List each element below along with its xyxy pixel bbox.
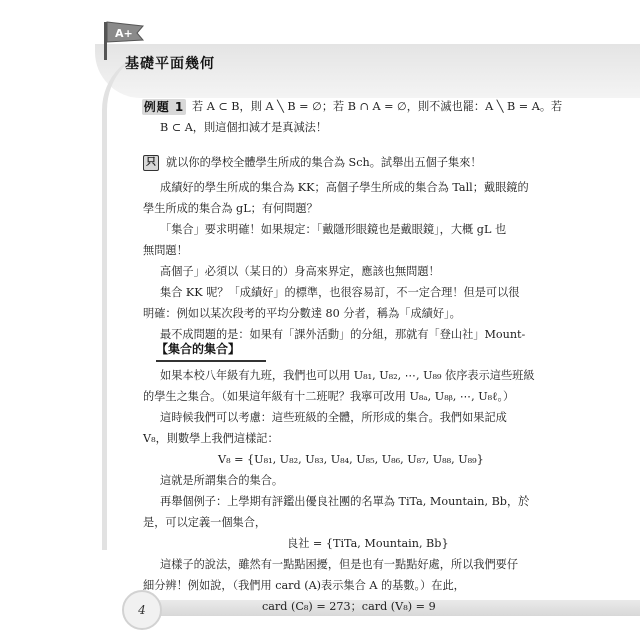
answer-line-5: 無問題！ bbox=[143, 244, 188, 257]
answer-line-3: 學生所成的集合為 gL；有何問題？ bbox=[143, 202, 318, 215]
section-heading-rule bbox=[156, 360, 266, 362]
section-p3: 這就是所謂集合的集合。 bbox=[160, 474, 284, 487]
section-p1-line-2: 的學生之集合。（如果這年級有十二班呢？我寧可改用 U₈ₐ, U₈ᵦ, ⋯, U₈ℓ。） bbox=[143, 390, 515, 403]
section-p1-line-1: 如果本校八年級有九班，我們也可以用 U₈₁, U₈₂, ⋯, U₈₉ 依序表示這些班級 bbox=[160, 369, 535, 382]
section-heading: 【集合的集合】 bbox=[156, 342, 241, 356]
answer-line-4: 「集合」要求明確！如果規定：「戴隱形眼鏡也是戴眼鏡」，大概 gL 也 bbox=[160, 223, 507, 236]
flag-label: A+ bbox=[115, 27, 133, 40]
section-p2-line-1: 這時候我們可以考慮：這些班級的全體，所形成的集合。我們如果記成 bbox=[160, 411, 507, 424]
answer-line-9a: 最不成問題的是：如果有「課外活動」的分組，那就有「登山社」Mount- bbox=[160, 328, 526, 341]
section-p5-line-2: 細分辨！例如說，（我們用 card (A)表示集合 A 的基數。）在此， bbox=[143, 579, 465, 592]
section-p5-line-1: 這樣子的說法，雖然有一點點困擾，但是也有一點點好處，所以我們要仔 bbox=[160, 558, 519, 571]
section-title: 基礎平面幾何 bbox=[125, 56, 215, 72]
example-badge: 例題 1 bbox=[143, 100, 185, 114]
formula-good-clubs: 良社 = {TiTa, Mountain, Bb} bbox=[287, 537, 449, 550]
page-number: 4 bbox=[122, 590, 162, 630]
answer-line-8: 明確：例如以某次段考的平均分數達 80 分者，稱為「成績好」。 bbox=[143, 307, 461, 320]
answer-line-1: 就以你的學校全體學生所成的集合為 Sch。試舉出五個子集來！ bbox=[166, 156, 482, 169]
answer-line-7: 集合 KK 呢？「成績好」的標準，也很容易訂，不一定合理！但是可以很 bbox=[160, 286, 520, 299]
answer-line-2: 成績好的學生所成的集合為 KK；高個子學生所成的集合為 Tall；戴眼鏡的 bbox=[160, 181, 529, 194]
section-p4-line-2: 是，可以定義一個集合， bbox=[143, 516, 267, 529]
example-line-1: 若 A ⊂ B，則 A ╲ B = ∅；若 B ∩ A = ∅，則不滅也罷：A ╲ B = A。若 bbox=[192, 100, 563, 113]
formula-v8: V₈ = {U₈₁, U₈₂, U₈₃, U₈₄, U₈₅, U₈₆, U₈₇, U₈₈, U₈₉} bbox=[218, 453, 484, 466]
formula-card: card (C₈) = 273；card (V₈) = 9 bbox=[262, 600, 436, 613]
section-p2-line-2: V₈，則數學上我們這樣記： bbox=[143, 432, 279, 445]
answer-icon: 只 bbox=[143, 155, 159, 171]
example-line-2: B ⊂ A，則這個扣減才是真減法！ bbox=[160, 121, 328, 134]
section-p4-line-1: 再舉個例子：上學期有評鑑出優良社團的名單為 TiTa, Mountain, Bb，於 bbox=[160, 495, 530, 508]
answer-line-6: 高個子」必須以（某日的）身高來界定，應該也無問題！ bbox=[160, 265, 440, 278]
